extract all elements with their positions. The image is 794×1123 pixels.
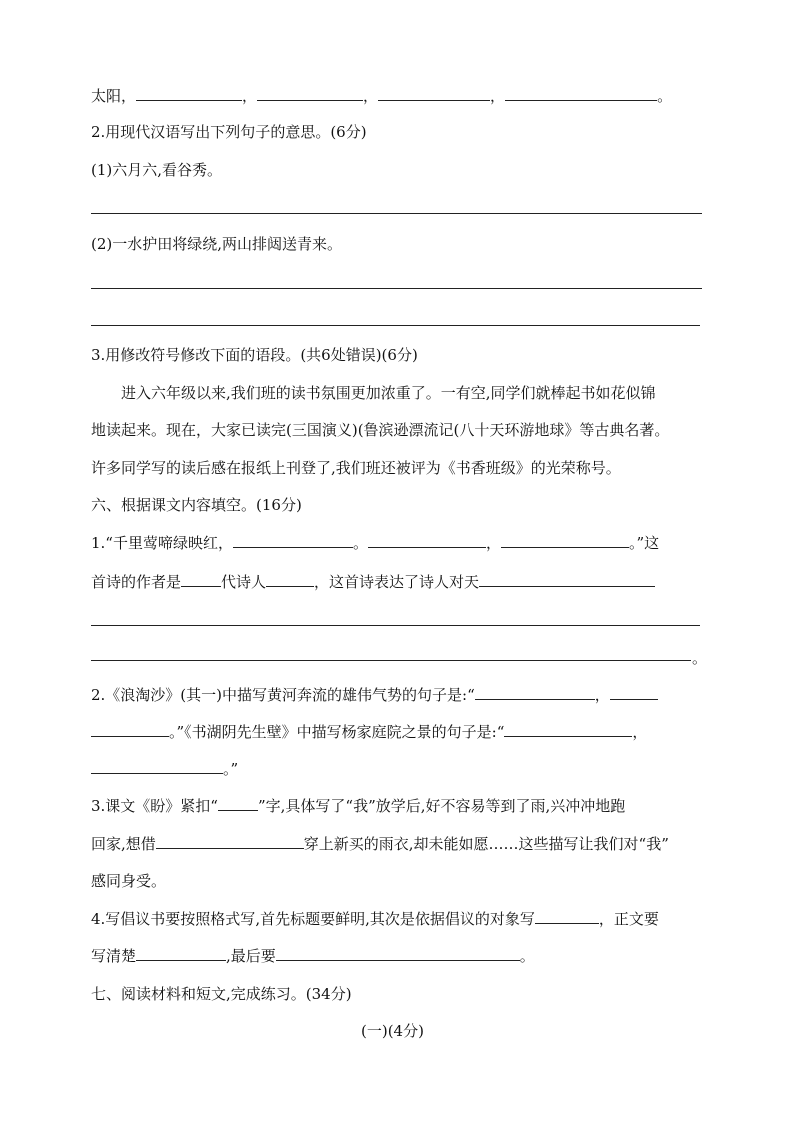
answer-blank[interactable] bbox=[257, 86, 363, 101]
text: 2.《浪淘沙》(其一)中描写黄河奔流的雄伟气势的句子是:“ bbox=[91, 686, 475, 704]
q3-line bbox=[91, 796, 625, 816]
q4-line bbox=[91, 946, 535, 966]
answer-blank[interactable] bbox=[266, 572, 314, 587]
question-title: 2.用现代汉语写出下列句子的意思。(6分) bbox=[91, 123, 367, 141]
text: 。” bbox=[223, 760, 239, 778]
q2-line bbox=[91, 685, 658, 705]
answer-blank[interactable] bbox=[504, 722, 632, 737]
paragraph-line: 许多同学写的读后感在报纸上刊登了,我们班还被评为《书香班级》的光荣称号。 bbox=[91, 459, 621, 477]
answer-blank[interactable] bbox=[91, 759, 223, 774]
answer-line[interactable] bbox=[91, 288, 702, 289]
answer-blank[interactable] bbox=[535, 909, 599, 924]
answer-blank[interactable] bbox=[610, 685, 658, 700]
answer-blank[interactable] bbox=[136, 86, 242, 101]
paragraph-line: 地读起来。现在，大家已读完(三国演义)(鲁滨逊漂流记(八十天环游地球》等古典名著。 bbox=[91, 421, 670, 439]
subsection-title: (一)(4分) bbox=[361, 1022, 424, 1040]
text: 。 bbox=[519, 947, 535, 965]
text: 3.课文《盼》紧扣“ bbox=[91, 797, 218, 815]
sentence-2: (2)一水护田将绿绕,两山排闼送青来。 bbox=[91, 235, 343, 253]
paragraph-line: 进入六年级以来,我们班的读书氛围更加浓重了。一有空,同学们就棒起书如花似锦 bbox=[121, 384, 656, 402]
q1-line bbox=[91, 533, 659, 553]
q3-line bbox=[91, 834, 669, 854]
text: 回家,想借 bbox=[91, 835, 156, 853]
text: 太阳， bbox=[91, 87, 137, 105]
text: ，正文要 bbox=[598, 910, 659, 928]
answer-line[interactable] bbox=[91, 660, 691, 661]
text: 1.“千里莺啼绿映红， bbox=[91, 534, 233, 552]
text: 。 bbox=[352, 534, 368, 552]
text: 写清楚 bbox=[91, 947, 137, 965]
section-title: 七、阅读材料和短文,完成练习。(34分) bbox=[91, 985, 352, 1003]
sentence-1: (1)六月六,看谷秀。 bbox=[91, 161, 223, 179]
text: 。”《书湖阴先生壁》中描写杨家庭院之景的句子是:“ bbox=[169, 723, 505, 741]
q1-line bbox=[91, 572, 655, 592]
answer-blank[interactable] bbox=[91, 722, 169, 737]
answer-blank[interactable] bbox=[276, 946, 520, 961]
text: 。”这 bbox=[629, 534, 660, 552]
text: ， bbox=[486, 534, 502, 552]
answer-line[interactable] bbox=[91, 213, 702, 214]
q2-line bbox=[91, 722, 647, 742]
text: ”字,具体写了“我”放学后,好不容易等到了雨,兴冲冲地跑 bbox=[257, 797, 626, 815]
answer-blank[interactable] bbox=[378, 86, 490, 101]
answer-blank[interactable] bbox=[156, 834, 304, 849]
question-title: 3.用修改符号修改下面的语段。(共6处错误)(6分) bbox=[91, 346, 418, 364]
text: ，这首诗表达了诗人对天 bbox=[314, 573, 480, 591]
text: ， bbox=[632, 723, 648, 741]
q2-line bbox=[91, 759, 238, 779]
text: 4.写倡议书要按照格式写,首先标题要鲜明,其次是依据倡议的对象写 bbox=[91, 910, 535, 928]
text: 。 bbox=[657, 87, 673, 105]
answer-blank[interactable] bbox=[475, 685, 595, 700]
text: 首诗的作者是 bbox=[91, 573, 182, 591]
text: ， bbox=[594, 686, 610, 704]
text: ， bbox=[363, 87, 379, 105]
text: 。 bbox=[692, 649, 708, 667]
poem-fill-line bbox=[91, 86, 672, 106]
answer-blank[interactable] bbox=[181, 572, 221, 587]
answer-blank[interactable] bbox=[136, 946, 226, 961]
answer-blank[interactable] bbox=[479, 572, 655, 587]
answer-line[interactable] bbox=[91, 625, 700, 626]
q4-line bbox=[91, 909, 659, 929]
section-title: 六、根据课文内容填空。(16分) bbox=[91, 496, 302, 514]
answer-line[interactable] bbox=[91, 325, 700, 326]
answer-blank[interactable] bbox=[218, 796, 258, 811]
answer-blank[interactable] bbox=[501, 533, 629, 548]
text: ,最后要 bbox=[226, 947, 276, 965]
answer-blank[interactable] bbox=[233, 533, 353, 548]
text: ， bbox=[490, 87, 506, 105]
text: 代诗人 bbox=[221, 573, 267, 591]
q3-line: 感同身受。 bbox=[91, 872, 167, 890]
answer-blank[interactable] bbox=[368, 533, 486, 548]
answer-blank[interactable] bbox=[505, 86, 657, 101]
text: 穿上新买的雨衣,却未能如愿……这些描写让我们对“我” bbox=[303, 835, 669, 853]
text: ， bbox=[242, 87, 258, 105]
